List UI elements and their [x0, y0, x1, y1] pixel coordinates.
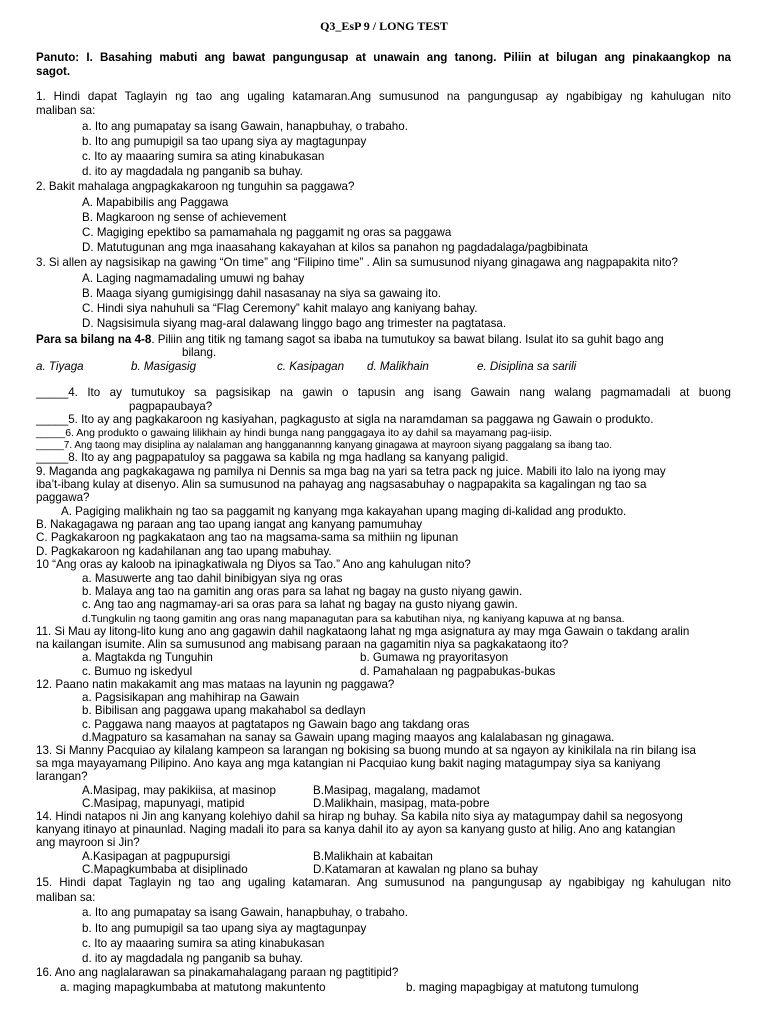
q9-stem-2: iba’t-ibang kulay at disenyo. Alin sa sumusunod na pahayag ang nagsasabuhay o nagpapakita sa kagalingan ng tao sa: [36, 478, 647, 491]
choice-b: b. Masigasig: [131, 360, 197, 373]
q3-option-d: D. Nagsisimula siyang mag-aral dalawang linggo bago ang trimester na pagtatasa.: [82, 317, 507, 330]
q16-option-a: a. maging mapagkumbaba at matutong makuntento: [60, 981, 326, 994]
q6-item: _____6. Ang produkto o gawaing lilikhain ay hindi bunga nang panggagaya ito ay dahil sa mayamang pag-iisip.: [36, 427, 553, 439]
q1-option-a: a. Ito ang pumapatay sa isang Gawain, hanapbuhay, o trabaho.: [82, 120, 408, 133]
q10-option-c: c. Ang tao ang nagmamay-ari sa oras para sa lahat ng bagay na gusto niyang gawin.: [82, 598, 518, 611]
q1-stem-cont: maliban sa:: [36, 104, 96, 117]
q14-stem-3: ang mayroon si Jin?: [36, 836, 140, 849]
q9-option-b: B. Nakagagawa ng paraan ang tao upang iangat ang kanyang pamumuhay: [36, 518, 423, 531]
q3-stem: 3. Si allen ay nagsisikap na gawing “On time” ang “Filipino time” . Alin sa sumusunod niyang ginagawa ang nagpapakita nito?: [36, 256, 678, 269]
q11-option-a: a. Magtakda ng Tunguhin: [82, 651, 213, 664]
q12-option-b: b. Bibilisan ang paggawa upang makahabol sa dedlayn: [82, 704, 366, 717]
q2-option-a: A. Mapabibilis ang Paggawa: [82, 196, 229, 209]
q1-stem: 1. Hindi dapat Taglayin ng tao ang ugaling katamaran.Ang sumusunod na pangungusap ay ngabibigay ng kahulugan nito: [36, 90, 731, 103]
section-4-8-heading: [36, 333, 664, 347]
q14-stem-2: kanyang itinayo at pinaunlad. Naging madali ito para sa kanya dahil ito ay ayon sa kanyang gusto at hilig. Ano ang katangian: [36, 823, 676, 836]
section-4-8-heading-cont: bilang.: [182, 346, 217, 359]
q12-option-d: d.Magpaturo sa kasamahan na sanay sa Gawain upang maging maayos ang kalalabasan ng ginagawa.: [82, 731, 615, 744]
q9-stem-1: 9. Maganda ang pagkakagawa ng pamilya ni Dennis sa mga bag na yari sa tetra pack ng juice. Mabili ito lalo na iyong may: [36, 465, 666, 478]
instructions-line-1: Panuto: I. Basahing mabuti ang bawat pangungusap at unawain ang tanong. Piliin at bilugan ang pinakaangkop na: [36, 51, 731, 64]
q12-option-a: a. Pagsisikapan ang mahihirap na Gawain: [82, 691, 300, 704]
q3-option-c: C. Hindi siya nahuhuli sa “Flag Ceremony” kahit malayo ang kaniyang bahay.: [82, 302, 478, 315]
q15-option-a: a. Ito ang pumapatay sa isang Gawain, hanapbuhay, o trabaho.: [82, 906, 408, 919]
q4-item-cont: pagpapaubaya?: [129, 400, 213, 413]
q15-option-d: d. ito ay magdadala ng panganib sa buhay.: [82, 952, 303, 965]
q11-option-b: b. Gumawa ng prayoritasyon: [360, 651, 509, 664]
section-4-8-text: . Piliin ang titik ng tamang sagot sa ibaba na tumutukoy sa bawat bilang. Isulat ito sa guhit bago ang: [151, 333, 664, 346]
q1-option-d: d. ito ay magdadala ng panganib sa buhay.: [82, 165, 303, 178]
q1-option-b: b. Ito ang pumupigil sa tao upang siya ay magtagunpay: [82, 135, 367, 148]
q11-option-c: c. Bumuo ng iskedyul: [82, 665, 193, 678]
q2-option-d: D. Matutugunan ang mga inaasahang kakayahan at kilos sa panahon ng pagdadalaga/pagbibinata: [82, 241, 589, 254]
q13-option-b: B.Masipag, magalang, madamot: [313, 784, 480, 797]
q15-stem-cont: maliban sa:: [36, 891, 96, 904]
choice-a: a. Tiyaga: [36, 360, 84, 373]
q11-option-d: d. Pamahalaan ng pagpabukas-bukas: [360, 665, 556, 678]
q13-option-d: D.Malikhain, masipag, mata-pobre: [313, 797, 490, 810]
q13-stem-3: larangan?: [36, 770, 88, 783]
choice-e: e. Disiplina sa sarili: [477, 360, 577, 373]
q10-stem: 10 “Ang oras ay kaloob na ipinagkatiwala ng Diyos sa Tao.” Ano ang kahulugan nito?: [36, 558, 471, 571]
q10-option-d: d.Tungkulin ng taong gamitin ang oras nang mapanagutan para sa kabutihan niya, ng kaniyang kapuwa at ng bansa.: [82, 613, 625, 625]
q14-stem-1: 14. Hindi natapos ni Jin ang kanyang kolehiyo dahil sa hirap ng buhay. Sa kabila nito siya ay matagumpay dahil sa negosyong: [36, 810, 683, 823]
q2-stem: 2. Bakit mahalaga angpagkakaroon ng tunguhin sa paggawa?: [36, 180, 355, 193]
q15-stem: 15. Hindi dapat Taglayin ng tao ang ugaling katamaran. Ang sumusunod na pangungusap ay ngabibigay ng kahulugan nito: [36, 876, 731, 889]
q3-option-b: B. Maaga siyang gumigisingg dahil nasasanay na siya sa gawaing ito.: [82, 287, 441, 300]
q10-option-a: a. Masuwerte ang tao dahil binibigyan siya ng oras: [82, 572, 343, 585]
q15-option-b: b. Ito ang pumupigil sa tao upang siya ay magtagunpay: [82, 922, 367, 935]
q7-item: _____7. Ang taong may disiplina ay nalalaman ang hangganannng kanyang ginagawa at mayroon siyang paggalang sa ibang tao.: [36, 440, 612, 451]
q8-item: _____8. Ito ay ang pagpapatuloy sa paggawa sa kabila ng mga hadlang sa kanyang paligid.: [36, 451, 509, 464]
q11-stem-1: 11. Si Mau ay litong-lito kung ano ang gagawin dahil nagkataong lahat ng mga asignatura ay may mga Gawain o takdang aralin: [36, 625, 690, 638]
q12-option-c: c. Paggawa nang maayos at pagtatapos ng Gawain bago ang takdang oras: [82, 718, 470, 731]
q9-option-c: C. Pagkakaroon ng pagkakataon ang tao na magsama-sama sa mithiin ng lipunan: [36, 531, 459, 544]
q16-stem: 16. Ano ang naglalarawan sa pinakamahalagang paraan ng pagtitipid?: [36, 966, 399, 979]
q5-item: _____5. Ito ay ang pagkakaroon ng kasiyahan, pagkagusto at sigla na naramdaman sa paggawa ng Gawain o produkto.: [36, 413, 654, 426]
q14-option-b: B.Malikhain at kabaitan: [313, 850, 433, 863]
choice-c: c. Kasipagan: [277, 360, 345, 373]
q15-option-c: c. Ito ay maaaring sumira sa ating kinabukasan: [82, 937, 325, 950]
q14-option-a: A.Kasipagan at pagpupursigi: [82, 850, 231, 863]
section-4-8-bold: Para sa bilang na 4-8: [36, 333, 152, 346]
q1-option-c: c. Ito ay maaaring sumira sa ating kinabukasan: [82, 150, 325, 163]
q9-stem-3: paggawa?: [36, 491, 90, 504]
q4-item: _____4. Ito ay tumutukoy sa pagsisikap na gawin o tapusin ang isang Gawain nang walang pagmamadali at buong: [36, 386, 731, 399]
q9-option-a: A. Pagiging malikhain ng tao sa paggamit ng kanyang mga kakayahan upang maging di-kalidad ang produkto.: [61, 505, 627, 518]
instructions-line-2: sagot.: [36, 65, 71, 78]
q11-stem-2: na kailangan isumite. Alin sa sumusunod ang mabisang paraan na gagamitin niya sa pagkakataong ito?: [36, 638, 569, 651]
q13-stem-1: 13. Si Manny Pacquiao ay kilalang kampeon sa larangan ng bokising sa buong mundo at sa ngayon ay kinikilala na rin bilang isa: [36, 744, 696, 757]
q13-stem-2: sa mga mayayamang Pilipino. Ano kaya ang mga katangian ni Pacquiao kung bakit naging matagumpay siya sa kaniyang: [36, 757, 661, 770]
q13-option-a: A.Masipag, may pakikiisa, at masinop: [82, 784, 276, 797]
q14-option-c: C.Mapagkumbaba at disiplinado: [82, 863, 248, 876]
q2-option-c: C. Magiging epektibo sa pamamahala ng paggamit ng oras sa paggawa: [82, 226, 452, 239]
q13-option-c: C.Masipag, mapunyagi, matipid: [82, 797, 245, 810]
choice-d: d. Malikhain: [367, 360, 429, 373]
q14-option-d: D.Katamaran at kawalan ng plano sa buhay: [313, 863, 538, 876]
q16-option-b: b. maging mapagbigay at matutong tumulong: [406, 981, 639, 994]
q2-option-b: B. Magkaroon ng sense of achievement: [82, 211, 287, 224]
q9-option-d: D. Pagkakaroon ng kadahilanan ang tao upang mabuhay.: [36, 545, 332, 558]
q12-stem: 12. Paano natin makakamit ang mas mataas na layunin ng paggawa?: [36, 678, 395, 691]
q10-option-b: b. Malaya ang tao na gamitin ang oras para sa lahat ng bagay na gusto niyang gawin.: [82, 585, 523, 598]
page-title: Q3_EsP 9 / LONG TEST: [320, 19, 448, 33]
q3-option-a: A. Laging nagmamadaling umuwi ng bahay: [82, 272, 305, 285]
